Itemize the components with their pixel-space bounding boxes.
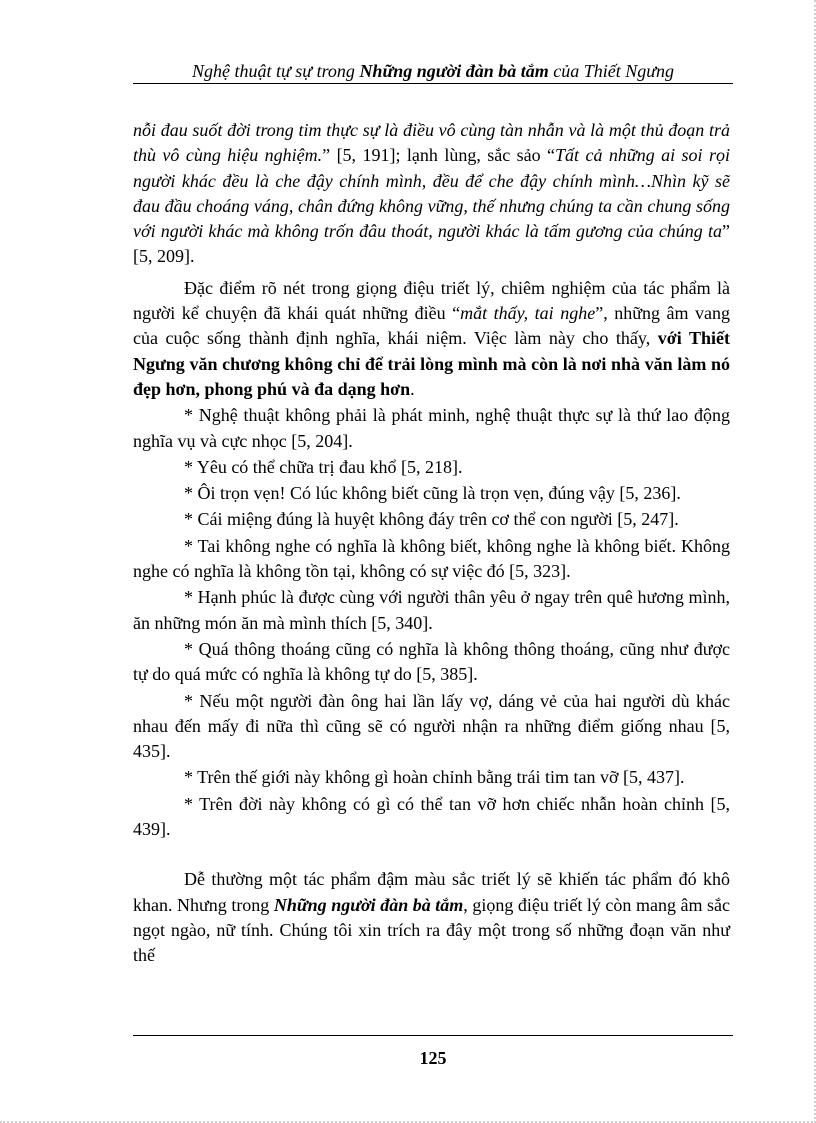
footer-rule — [133, 1035, 733, 1036]
running-header — [133, 58, 733, 84]
quote-item: * Hạnh phúc là được cùng với người thân yêu ở ngay trên quê hương mình, ăn những món ăn mà mình thích [5, 340]. — [133, 587, 730, 633]
paragraph-quote-continuation — [133, 118, 730, 270]
quote-item: * Trên đời này không có gì có thể tan vỡ hơn chiếc nhẫn hoàn chỉnh [5, 439]. — [133, 793, 730, 840]
header-prefix: Nghệ thuật tự sự trong — [191, 61, 360, 81]
emphasis-italic: mắt thấy, tai nghe — [460, 303, 596, 324]
quote-item: * Quá thông thoáng cũng có nghĩa là không thông thoáng, cũng như được tự do quá mức có nghĩa là không tự do [5, 385]. — [133, 638, 730, 685]
quote-item: * Yêu có thể chữa trị đau khổ [5, 218]. — [184, 456, 463, 477]
paragraph-text: , giọng điệu triết lý còn mang âm sắc ngọt ngào, nữ tính. Chúng tôi xin trích ra đây một trong số những đoạn văn như thế — [133, 894, 730, 966]
paragraph-text: Đặc điểm rõ nét trong giọng điệu triết lý, chiêm nghiệm của tác phẩm là người kể chuyện đã khái quát những điều “ — [133, 277, 730, 324]
page-number: 125 — [419, 1048, 447, 1068]
paragraph-closing — [133, 867, 730, 968]
quote-italic: nỗi đau suốt đời trong tim thực sự là điều vô cùng tàn nhẫn và là một thủ đoạn trả thù vô cùng hiệu nghiệm. — [133, 120, 730, 166]
emphasis-bold: với Thiết Ngưng văn chương không chỉ để trải lòng mình mà còn là nơi nhà văn làm nó đẹp hơn, phong phú và đa dạng hơn — [133, 328, 730, 399]
citation: ” [5, 209]. — [133, 221, 730, 267]
header-rule — [133, 83, 733, 84]
quote-item: * Tai không nghe có nghĩa là không biết, không nghe là không biết. Không nghe có nghĩa là không tồn tại, không có sự việc đó [5, 323]. — [133, 535, 730, 582]
citation: ” [5, 191]; lạnh lùng, sắc sảo “ — [322, 145, 556, 166]
paragraph-text: . — [410, 378, 415, 399]
quote-item: * Ôi trọn vẹn! Có lúc không biết cũng là trọn vẹn, đúng vậy [5, 236]. — [184, 483, 681, 504]
paragraph-philosophy — [133, 276, 730, 402]
quote-item: * Trên thế giới này không gì hoàn chỉnh bằng trái tim tan vỡ [5, 437]. — [184, 767, 685, 788]
quote-italic: Tất cả những ai soi rọi người khác đều là che đậy chính mình, đều để che đậy chính mình…Nhìn kỹ sẽ đau đầu choáng váng, chân đứng không vững, thế nhưng chúng ta cần chung sống với người khác mà không trốn đâu thoát, người khác là tấm gương của chúng ta — [133, 145, 730, 242]
body-text — [133, 118, 730, 969]
paragraph-text: ”, những âm vang của cuộc sống thành định nghĩa, khái niệm. Việc làm này cho thấy, — [133, 303, 730, 349]
header-book-title: Những người đàn bà tắm — [359, 61, 549, 81]
header-suffix: của Thiết Ngưng — [548, 61, 675, 81]
quote-item: * Cái miệng đúng là huyệt không đáy trên cơ thể con người [5, 247]. — [184, 509, 679, 530]
quote-item: * Nghệ thuật không phải là phát minh, nghệ thuật thực sự là thứ lao động nghĩa vụ và cực nhọc [5, 204]. — [133, 405, 730, 451]
book-title-emphasis: Những người đàn bà tắm — [273, 894, 464, 915]
quote-item: * Nếu một người đàn ông hai lần lấy vợ, dáng vẻ của hai người dù khác nhau đến mấy đi nữa thì cũng sẽ có người nhận ra những điểm giống nhau [5, 435]. — [133, 690, 730, 762]
paragraph-text: Dễ thường một tác phẩm đậm màu sắc triết lý sẽ khiến tác phẩm đó khô khan. Nhưng trong — [133, 869, 730, 915]
